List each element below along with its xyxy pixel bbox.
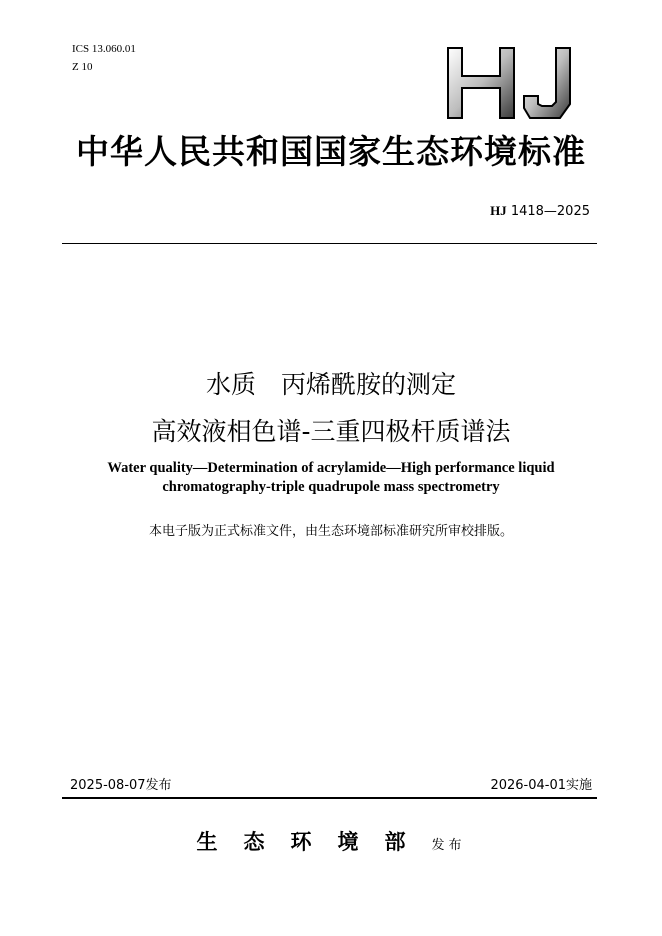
issuer-suffix: 发布 <box>431 838 466 853</box>
top-divider <box>62 243 597 244</box>
issuer-name: 生态环境部 <box>196 830 432 854</box>
ics-code: ICS 13.060.01 <box>72 43 136 55</box>
hj-logo <box>444 44 584 122</box>
classification-code: Z 10 <box>72 61 93 73</box>
standard-category-title: 中华人民共和国国家生态环境标准 <box>76 135 586 171</box>
standard-prefix: HJ <box>490 203 507 218</box>
standard-number <box>490 203 590 220</box>
english-title-line-2: chromatography-triple quadrupole mass spectrometry <box>162 479 500 495</box>
standard-number-value: 1418—2025 <box>510 204 590 219</box>
chinese-title-line-2: 高效液相色谱-三重四极杆质谱法 <box>151 417 511 446</box>
english-title-line-1: Water quality—Determination of acrylamide—High performance liquid <box>107 460 555 476</box>
chinese-title-line-1: 水质 丙烯酰胺的测定 <box>205 370 456 399</box>
implementation-date: 2026-04-01实施 <box>490 778 592 793</box>
bottom-divider <box>62 797 597 799</box>
issuer <box>0 826 662 856</box>
issue-date: 2025-08-07发布 <box>70 778 172 793</box>
electronic-version-note: 本电子版为正式标准文件，由生态环境部标准研究所审校排版。 <box>148 524 513 539</box>
